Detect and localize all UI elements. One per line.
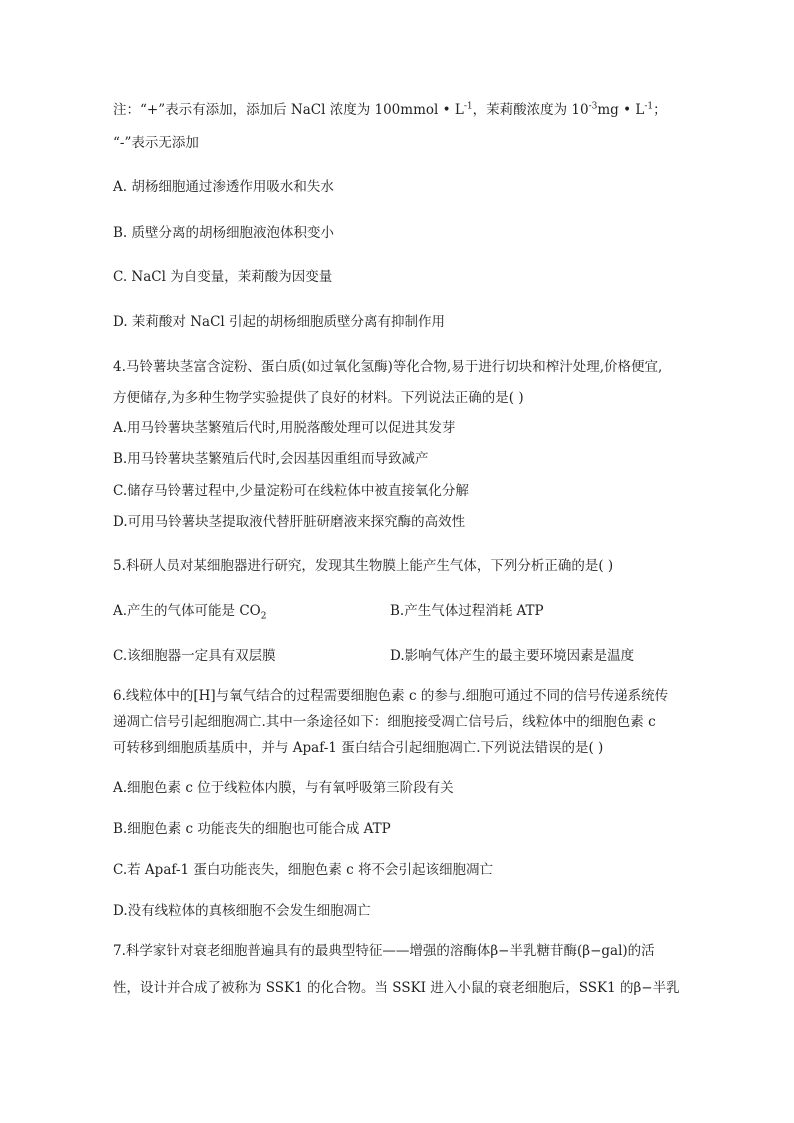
q7-stem-line2: 性，设计并合成了被称为 SSK1 的化合物。当 SSKI 进入小鼠的衰老细胞后，SSK1 的β−半乳 [113, 980, 680, 996]
q5-option-d: D.影响气体产生的最主要环境因素是温度 [390, 648, 635, 664]
q4-option-d: D.可用马铃薯块茎提取液代替肝脏研磨液来探究酶的高效性 [113, 514, 466, 530]
q5-option-a: A.产生的气体可能是 $CO_2$ [113, 603, 267, 622]
q6-stem-line2: 递凋亡信号引起细胞凋亡.其中一条途径如下：细胞接受凋亡信号后，线粒体中的细胞色素 c [113, 714, 656, 730]
q6-option-a: A.细胞色素 c 位于线粒体内膜，与有氧呼吸第三阶段有关 [113, 780, 454, 796]
q4-option-a: A.用马铃薯块茎繁殖后代时,用脱落酸处理可以促进其发芽 [113, 420, 456, 436]
q5-option-b: B.产生气体过程消耗 ATP [390, 603, 544, 619]
q3-option-a: A. 胡杨细胞通过渗透作用吸水和失水 [113, 179, 334, 195]
q6-option-d: D.没有线粒体的真核细胞不会发生细胞凋亡 [113, 903, 371, 919]
q7-stem-line1: 7.科学家针对衰老细胞普遍具有的最典型特征——增强的溶酶体β−半乳糖苷酶(β−gal)的活 [113, 943, 655, 959]
q4-option-b: B.用马铃薯块茎繁殖后代时,会因基因重组而导致减产 [113, 451, 429, 467]
q4-stem-line2: 方便储存,为多种生物学实验提供了良好的材料。下列说法正确的是( ) [113, 390, 524, 406]
q6-option-b: B.细胞色素 c 功能丧失的细胞也可能合成 ATP [113, 821, 391, 837]
q6-option-c: C.若 Apaf-1 蛋白功能丧失，细胞色素 c 将不会引起该细胞凋亡 [113, 862, 493, 878]
table-note: 注：“+”表示有添加，添加后 NaCl 浓度为 100mmol • $L^{-1}$，茉莉酸浓度为 $10^{-3}mg$ • $L^{-1}$； [113, 101, 667, 118]
q6-stem-line1: 6.线粒体中的[H]与氧气结合的过程需要细胞色素 c 的参与.细胞可通过不同的信号传递系统传 [113, 688, 669, 704]
table-note-line2: “-”表示无添加 [113, 135, 199, 151]
q5-option-c: C.该细胞器一定具有双层膜 [113, 648, 276, 664]
q3-option-c: C. NaCl 为自变量，茉莉酸为因变量 [113, 269, 333, 285]
q6-stem-line3: 可转移到细胞质基质中，并与 Apaf-1 蛋白结合引起细胞凋亡.下列说法错误的是( ) [113, 740, 604, 756]
q4-stem-line1: 4.马铃薯块茎富含淀粉、蛋白质(如过氧化氢酶)等化合物,易于进行切块和榨汁处理,价格便宜, [113, 359, 663, 375]
q4-option-c: C.储存马铃薯过程中,少量淀粉可在线粒体中被直接氧化分解 [113, 483, 469, 499]
q3-option-d: D. 茉莉酸对 NaCl 引起的胡杨细胞质壁分离有抑制作用 [113, 314, 446, 330]
q3-option-b: B. 质壁分离的胡杨细胞液泡体积变小 [113, 225, 335, 241]
q5-stem: 5.科研人员对某细胞器进行研究，发现其生物膜上能产生气体，下列分析正确的是( ) [113, 558, 614, 574]
